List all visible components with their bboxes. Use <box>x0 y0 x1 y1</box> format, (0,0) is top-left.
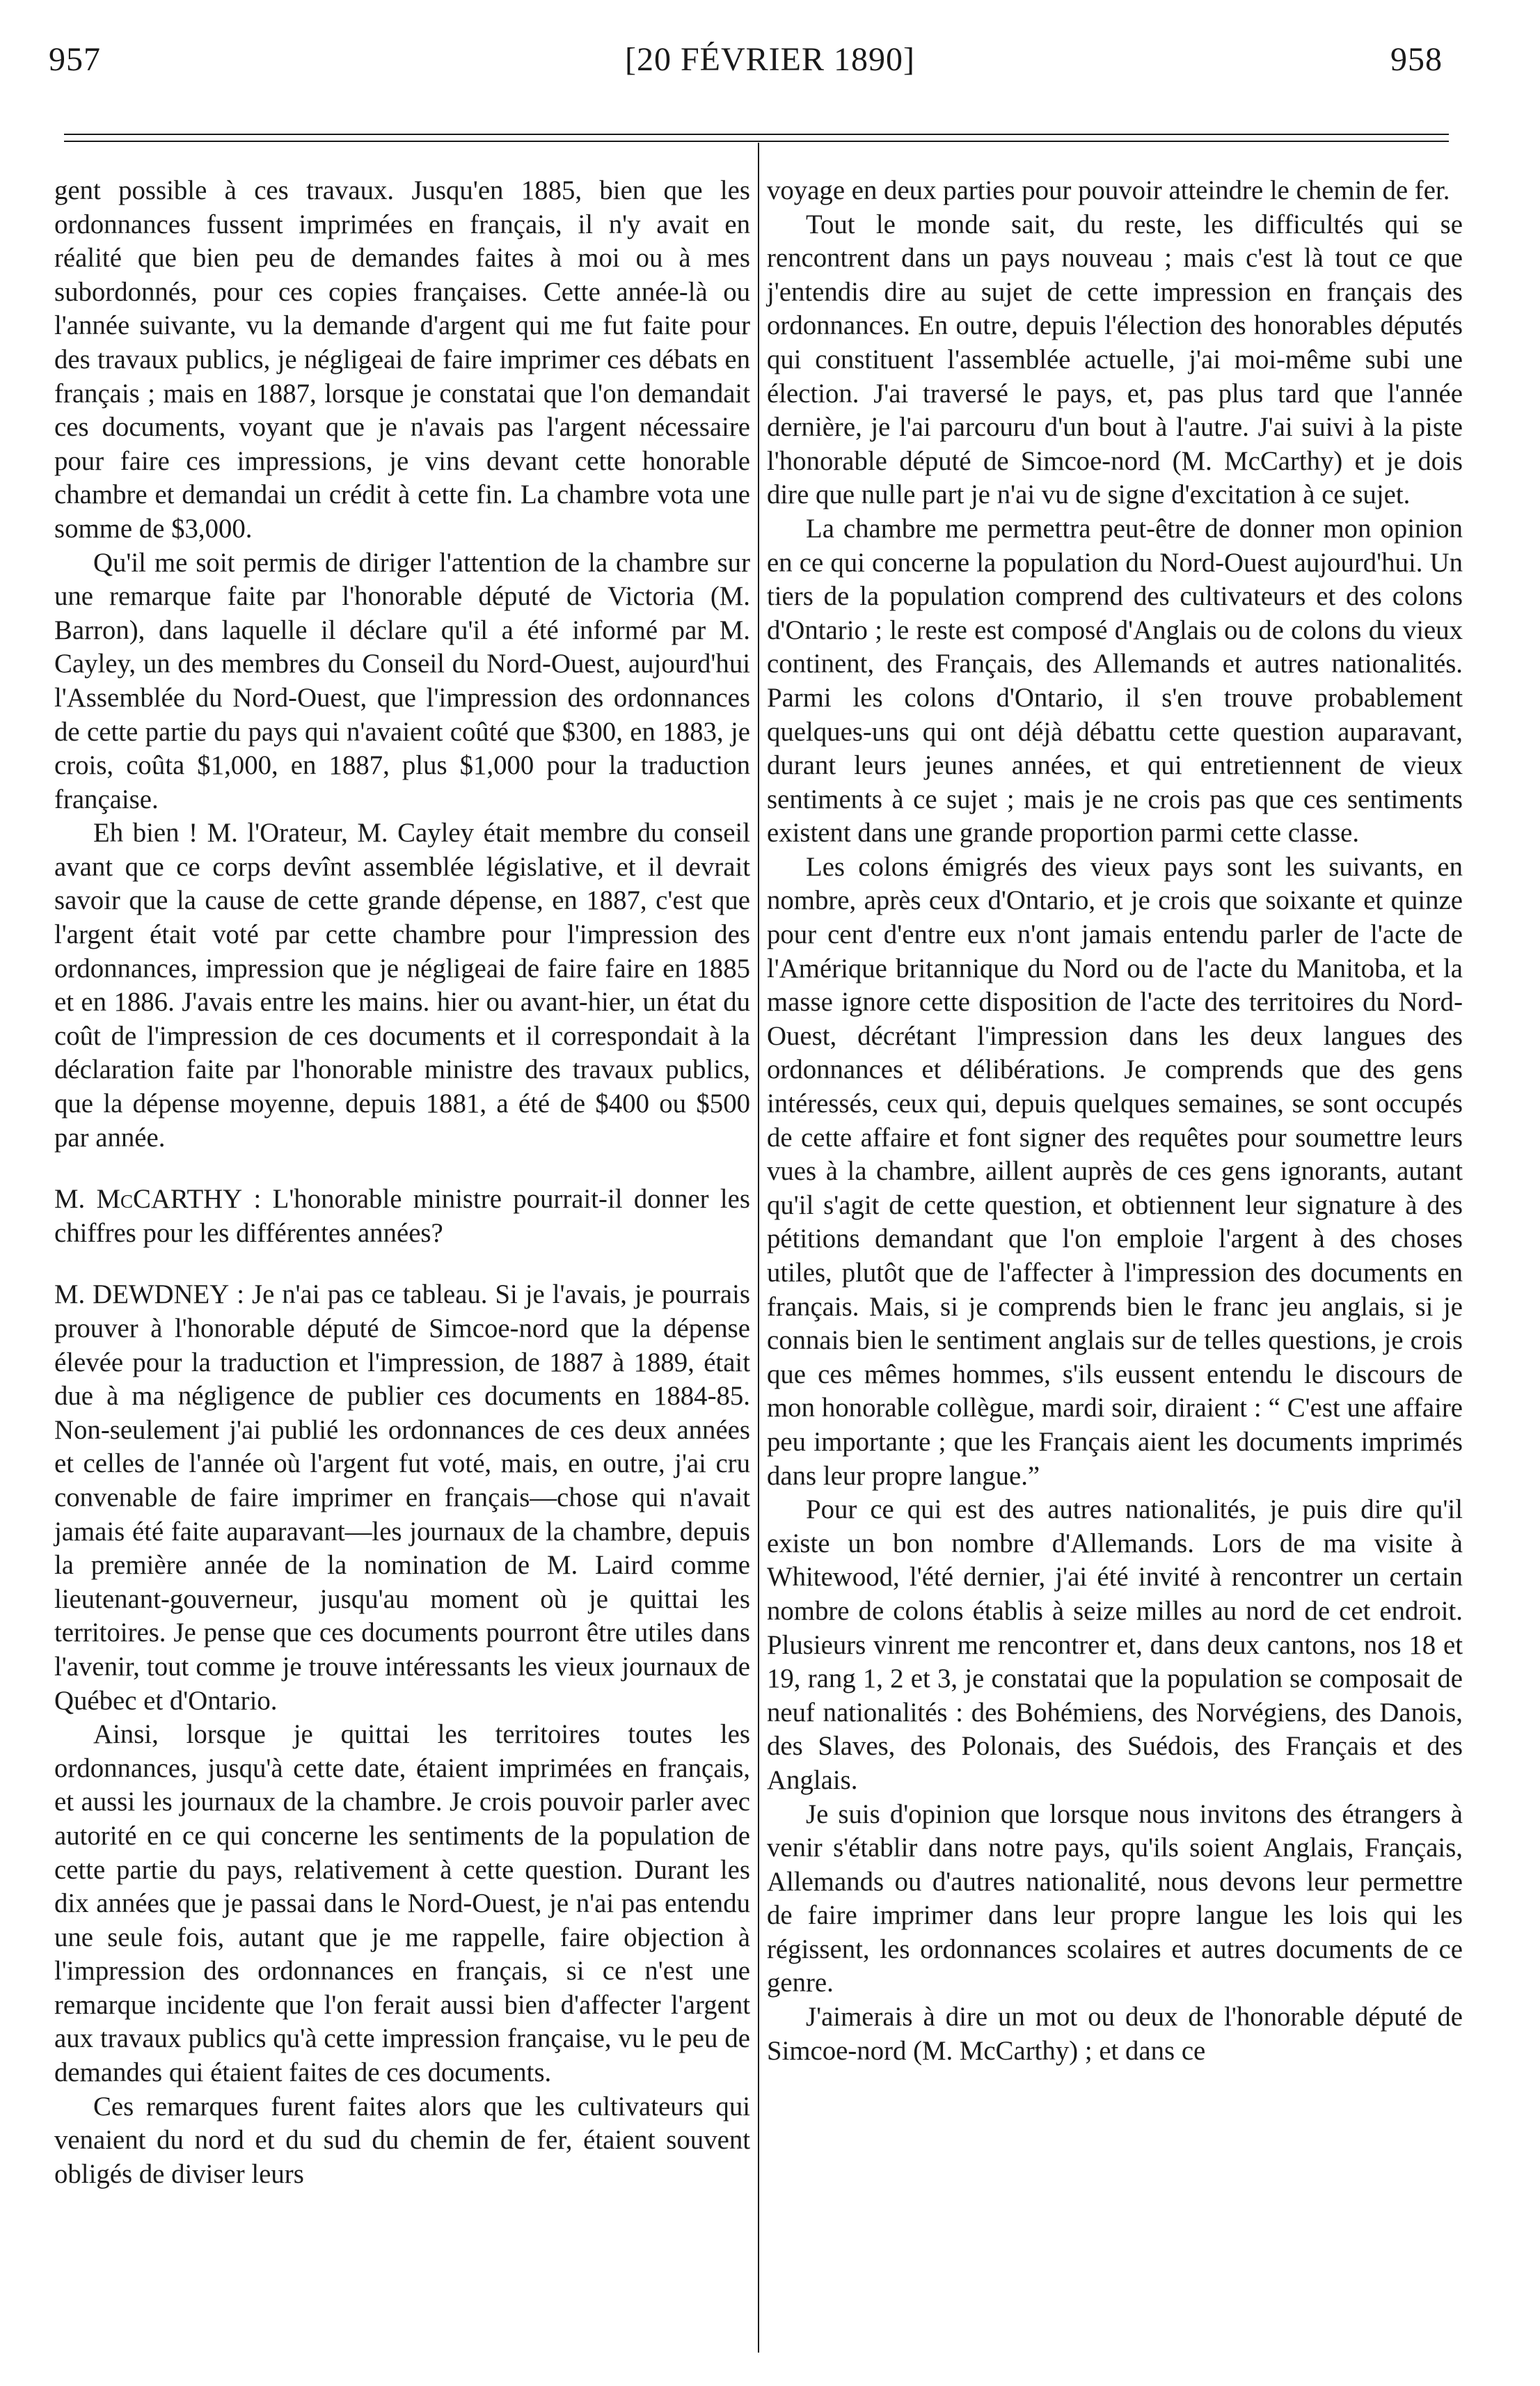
paragraph: Eh bien ! M. l'Orateur, M. Cayley était membre du conseil avant que ce corps devînt assemblée législative, et il devrait savoir que la cause de cette grande dépense, en 1887, c'est que l'argent était voté par cette chambre pour l'impression des ordonnances, impression que je négligeai de faire faire en 1885 et en 1886. J'avais entre les mains. hier ou avant-hier, un état du coût de l'impression de ces documents et il correspondait à la déclaration faite par l'honorable ministre des travaux publics, que la dépense moyenne, depuis 1881, a été de $400 ou $500 par année. <box>54 818 750 1153</box>
paragraph: J'aimerais à dire un mot ou deux de l'honorable député de Simcoe-nord (M. McCarthy) ; et dans ce <box>767 2002 1463 2066</box>
header-rule-top <box>64 134 1449 135</box>
paragraph: gent possible à ces travaux. Jusqu'en 1885, bien que les ordonnances fussent imprimées en français, il n'y avait en réalité que bien peu de demandes faites à moi ou à mes subordonnés, pour ces copies françaises. Cette année-là ou l'année suivante, vu la demande d'argent qui me fut faite pour des travaux publics, je négligeai de faire imprimer ces débats en français ; mais en 1887, lorsque je constatai que l'on demandait ces documents, voyant que je n'avais pas l'argent nécessaire pour faire ces impressions, je vins devant cette honorable chambre et demandai un crédit à cette fin. La chambre vota une somme de $3,000. <box>54 175 750 544</box>
speech-dewdney <box>54 1278 750 1718</box>
right-column <box>767 174 1463 2068</box>
page-date-header: [20 FÉVRIER 1890] <box>625 41 915 78</box>
paragraph: Je suis d'opinion que lorsque nous invitons des étrangers à venir s'établir dans notre pays, qu'ils soient Anglais, Français, Allemands ou d'autres nationalité, nous devons leur permettre de faire imprimer dans leur propre langue les lois qui les régissent, les ordonnances scolaires et autres documents de ce genre. <box>767 1799 1463 1998</box>
paragraph: Tout le monde sait, du reste, les difficultés qui se rencontrent dans un pays nouveau ; mais c'est là tout ce que j'entendis dire au sujet de cette impression en français des ordonnances. En outre, depuis l'élection des honorables députés qui constituent l'assemblée actuelle, j'ai moi-même subi une élection. J'ai traversé le pays, et, pas plus tard que l'année dernière, je l'ai parcouru d'un bout à l'autre. J'ai suivi à la piste l'honorable député de Simcoe-nord (M. McCarthy) et je dois dire que nulle part je n'ai vu de signe d'excitation à ce sujet. <box>767 209 1463 510</box>
paragraph: Les colons émigrés des vieux pays sont les suivants, en nombre, après ceux d'Ontario, et je crois que soixante et quinze pour cent d'entre eux n'ont jamais entendu parler de l'acte de l'Amérique britannique du Nord ou de l'acte du Manitoba, et la masse ignore cette disposition de l'acte des territoires du Nord-Ouest, décrétant l'impression dans les deux langues des ordonnances et délibérations. Je comprends que des gens intéressés, ceux qui, depuis quelques semaines, se sont occupés de cette affaire et font signer des requêtes pour soumettre leurs vues à la chambre, aillent auprès de ces gens ignorants, autant qu'il s'agit de cette question, et obtiennent leur signature à des pétitions demandant que l'on emploie l'argent à des choses utiles, plutôt que de l'affecter à l'impression des documents en français. Mais, si je comprends bien le franc jeu anglais, si je connais bien le sentiment anglais sur de telles questions, je crois que ces mêmes hommes, s'ils eussent entendu le discours de mon honorable collègue, mardi soir, diraient : “ C'est une affaire peu importante ; que les Français aient les documents imprimés dans leur propre langue.” <box>767 851 1463 1491</box>
speech-text: : Je n'ai pas ce tableau. Si je l'avais, je pourrais prouver à l'honorable député de Simcoe-nord que la dépense élevée pour la traduction et l'impression, de 1887 à 1889, était due à ma négligence de publier ces documents en 1884-85. Non-seulement j'ai publié les ordonnances de ces deux années et celles de l'année où l'argent fut voté, mais, en outre, j'ai cru convenable de faire imprimer en français—chose qui n'avait jamais été faite auparavant—les journaux de la chambre, depuis la première année de la nomination de M. Laird comme lieutenant-gouverneur, jusqu'au moment où je quittai les territoires. Je pense que ces documents pourront être utiles dans l'avenir, tout comme je trouve intéressants les vieux journaux de Québec et d'Ontario. <box>54 1279 751 1716</box>
page-number-left: 957 <box>49 41 101 78</box>
header-rule-bottom <box>64 141 1449 142</box>
paragraph: Ainsi, lorsque je quittai les territoires toutes les ordonnances, jusqu'à cette date, étaient imprimées en français, et aussi les journaux de la chambre. Je crois pouvoir parler avec autorité en ce qui concerne les sentiments de la population de cette partie du pays, relativement à cette question. Durant les dix années que je passai dans le Nord-Ouest, je n'ai pas entendu une seule fois, autant que je me rappelle, faire objection à l'impression des ordonnances en français, si ce n'est une remarque incidente que l'on ferait aussi bien d'affecter l'argent aux travaux publics qu'à cette impression française, vu le peu de demandes qui étaient faites de ces documents. <box>54 1719 750 2088</box>
paragraph: Qu'il me soit permis de diriger l'attention de la chambre sur une remarque faite par l'honorable député de Victoria (M. Barron), dans laquelle il déclare qu'il a été informé par M. Cayley, un des membres du Conseil du Nord-Ouest, aujourd'hui l'Assemblée du Nord-Ouest, que l'impression des ordonnances de cette partie du pays qui n'avaient coûté que $300, en 1883, je crois, coûta $1,000, en 1887, plus $1,000 pour la traduction française. <box>54 547 750 814</box>
paragraph: Ces remarques furent faites alors que les cultivateurs qui venaient du nord et du sud du chemin de fer, étaient souvent obligés de diviser leurs <box>54 2091 750 2189</box>
column-divider <box>758 143 759 2353</box>
page-number-right: 958 <box>1390 41 1443 78</box>
paragraph: La chambre me permettra peut-être de donner mon opinion en ce qui concerne la population du Nord-Ouest aujourd'hui. Un tiers de la population comprend des cultivateurs et des colons d'Ontario ; le reste est composé d'Anglais ou de colons du vieux continent, des Français, des Allemands et autres nationalités. Parmi les colons d'Ontario, il s'en trouve probablement quelques-uns qui ont déjà débattu cette question auparavant, durant leurs jeunes années, et qui entretiennent de vieux sentiments à ce sujet ; mais je ne crois pas que ces sentiments existent dans une grande proportion parmi cette classe. <box>767 513 1463 848</box>
speaker-name: M. McCARTHY <box>54 1184 243 1215</box>
paragraph: voyage en deux parties pour pouvoir atteindre le chemin de fer. <box>767 175 1450 205</box>
speech-text: : L'honorable ministre pourrait-il donner les chiffres pour les différentes années? <box>54 1184 750 1248</box>
speaker-name: M. DEWDNEY <box>54 1279 230 1310</box>
paragraph: Pour ce qui est des autres nationalités, je puis dire qu'il existe un bon nombre d'Allemands. Lors de ma visite à Whitewood, l'été dernier, j'ai été invité à rencontrer un certain nombre de colons établis à seize milles au nord de cet endroit. Plusieurs vinrent me rencontrer et, dans deux cantons, nos 18 et 19, rang 1, 2 et 3, je constatai que la population se composait de neuf nationalités : des Bohémiens, des Norvégiens, des Danois, des Slaves, des Polonais, des Suédois, des Français et des Anglais. <box>767 1494 1463 1795</box>
speech-mccarthy <box>54 1183 750 1250</box>
left-column <box>54 174 750 2191</box>
